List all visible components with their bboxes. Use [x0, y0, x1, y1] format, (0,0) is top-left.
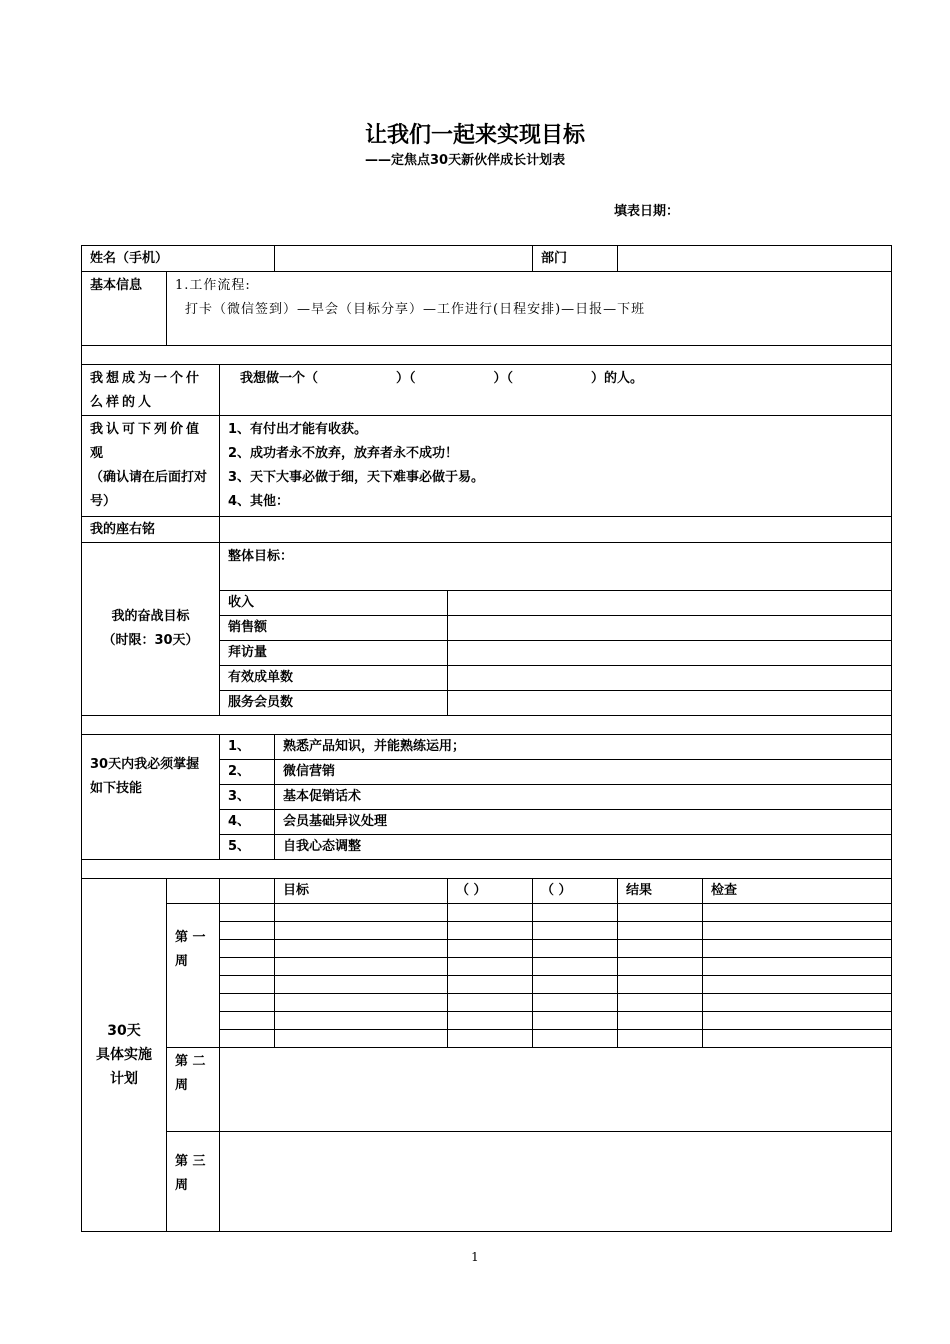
overall-goal-label: 整体目标：: [220, 543, 892, 591]
basic-info-content: [167, 272, 892, 346]
plan-cell[interactable]: [618, 904, 703, 922]
page-number: 1: [471, 1250, 479, 1264]
plan-cell[interactable]: [275, 940, 448, 958]
skill-number: 1、: [220, 735, 275, 760]
goal-metric-field[interactable]: [448, 691, 892, 716]
skill-number: 2、: [220, 760, 275, 785]
plan-cell[interactable]: [220, 1012, 275, 1030]
growth-plan-table: [81, 245, 892, 1232]
plan-cell[interactable]: [448, 958, 533, 976]
goal-metric-label: 拜访量: [220, 641, 448, 666]
values-label-line2: （确认请在后面打对号）: [90, 470, 208, 509]
goal-metric-field[interactable]: [448, 666, 892, 691]
page-subtitle: ——定焦点30天新伙伴成长计划表: [365, 153, 566, 168]
goal-metric-field[interactable]: [448, 616, 892, 641]
name-field[interactable]: [275, 246, 533, 272]
week-two-field[interactable]: [220, 1048, 892, 1132]
plan-cell[interactable]: [703, 1030, 892, 1048]
plan-cell[interactable]: [618, 1030, 703, 1048]
values-label: [82, 416, 220, 517]
plan-cell[interactable]: [533, 994, 618, 1012]
plan-cell[interactable]: [703, 1012, 892, 1030]
plan-header-col: （ ）: [448, 879, 533, 904]
plan-header-goal: 目标: [275, 879, 448, 904]
name-label: 姓名（手机）: [82, 246, 275, 272]
plan-cell[interactable]: [448, 922, 533, 940]
value-item: 3、天下大事必做于细，天下难事必做于易。: [228, 470, 485, 485]
plan-cell[interactable]: [703, 958, 892, 976]
plan-cell[interactable]: [618, 976, 703, 994]
skill-text: 熟悉产品知识，并能熟练运用；: [275, 735, 892, 760]
plan-cell[interactable]: [703, 976, 892, 994]
plan-label-line2: 具体实施计划: [96, 1047, 152, 1087]
plan-cell[interactable]: [220, 976, 275, 994]
values-list: [220, 416, 892, 517]
plan-cell[interactable]: [618, 958, 703, 976]
plan-cell[interactable]: [220, 994, 275, 1012]
plan-header-blank: [167, 879, 220, 904]
motto-label: 我的座右铭: [82, 517, 220, 543]
motto-field[interactable]: [220, 517, 892, 543]
dept-field[interactable]: [618, 246, 892, 272]
week-three-field[interactable]: [220, 1132, 892, 1232]
plan-cell[interactable]: [220, 958, 275, 976]
fill-date-label: 填表日期：: [614, 204, 680, 219]
skill-text: 基本促销话术: [275, 785, 892, 810]
plan-cell[interactable]: [448, 1012, 533, 1030]
plan-cell[interactable]: [448, 994, 533, 1012]
plan-cell[interactable]: [703, 994, 892, 1012]
plan-cell[interactable]: [275, 976, 448, 994]
plan-cell[interactable]: [533, 958, 618, 976]
plan-cell[interactable]: [275, 922, 448, 940]
plan-cell[interactable]: [533, 1030, 618, 1048]
goal-metric-label: 有效成单数: [220, 666, 448, 691]
skill-text: 自我心态调整: [275, 835, 892, 860]
plan-cell[interactable]: [275, 1030, 448, 1048]
value-item: 1、有付出才能有收获。: [228, 422, 368, 437]
week-two-label: 第 二 周: [167, 1048, 220, 1132]
values-label-line1: 我认可下列价值观: [90, 422, 203, 461]
spacer-row: [82, 716, 892, 735]
page-title: 让我们一起来实现目标: [364, 123, 585, 148]
plan-cell[interactable]: [275, 1012, 448, 1030]
aspiration-text: 我想做一个（ ）（ ）（ ）的人。: [220, 365, 892, 416]
plan-header-check: 检查: [703, 879, 892, 904]
plan-cell[interactable]: [533, 976, 618, 994]
plan-cell[interactable]: [448, 940, 533, 958]
value-item: 4、其他：: [228, 494, 290, 509]
plan-cell[interactable]: [448, 976, 533, 994]
plan-cell[interactable]: [618, 940, 703, 958]
plan-cell[interactable]: [220, 1030, 275, 1048]
plan-cell[interactable]: [703, 904, 892, 922]
plan-cell[interactable]: [533, 940, 618, 958]
workflow-steps: 打卡（微信签到）—早会（目标分享）—工作进行(日程安排)—日报—下班: [185, 302, 646, 317]
plan-cell[interactable]: [275, 958, 448, 976]
skill-number: 5、: [220, 835, 275, 860]
plan-cell[interactable]: [703, 940, 892, 958]
spacer-row: [82, 346, 892, 365]
plan-cell[interactable]: [220, 940, 275, 958]
plan-header-result: 结果: [618, 879, 703, 904]
plan-cell[interactable]: [275, 904, 448, 922]
plan-cell[interactable]: [275, 994, 448, 1012]
goal-metric-field[interactable]: [448, 641, 892, 666]
plan-cell[interactable]: [448, 1030, 533, 1048]
skill-text: 微信营销: [275, 760, 892, 785]
plan-header-col: （ ）: [533, 879, 618, 904]
workflow-title: 1.工作流程:: [175, 278, 251, 293]
aspiration-label: 我想成为一个什么样的人: [82, 365, 220, 416]
plan-cell[interactable]: [618, 922, 703, 940]
goal-metric-label: 销售额: [220, 616, 448, 641]
skills-label: 30天内我必须掌握如下技能: [82, 735, 220, 860]
plan-cell[interactable]: [618, 994, 703, 1012]
plan-header-blank: [220, 879, 275, 904]
goals-label: [82, 543, 220, 716]
goal-metric-label: 收入: [220, 591, 448, 616]
plan-label: [82, 879, 167, 1232]
goal-metric-label: 服务会员数: [220, 691, 448, 716]
dept-label: 部门: [533, 246, 618, 272]
skill-text: 会员基础异议处理: [275, 810, 892, 835]
plan-label-line1: 30天: [107, 1023, 141, 1039]
goals-label-line1: 我的奋战目标: [111, 609, 190, 624]
goal-metric-field[interactable]: [448, 591, 892, 616]
plan-cell[interactable]: [448, 904, 533, 922]
skill-number: 4、: [220, 810, 275, 835]
plan-cell[interactable]: [533, 904, 618, 922]
value-item: 2、成功者永不放弃，放弃者永不成功！: [228, 446, 459, 461]
plan-cell[interactable]: [220, 904, 275, 922]
plan-cell[interactable]: [618, 1012, 703, 1030]
goals-label-line2: （时限：30天）: [102, 633, 199, 648]
week-one-label: 第 一 周: [167, 904, 220, 1048]
spacer-row: [82, 860, 892, 879]
plan-cell[interactable]: [703, 922, 892, 940]
plan-cell[interactable]: [533, 922, 618, 940]
week-three-label: 第 三 周: [167, 1132, 220, 1232]
plan-cell[interactable]: [220, 922, 275, 940]
skill-number: 3、: [220, 785, 275, 810]
plan-cell[interactable]: [533, 1012, 618, 1030]
basic-info-label: 基本信息: [82, 272, 167, 346]
